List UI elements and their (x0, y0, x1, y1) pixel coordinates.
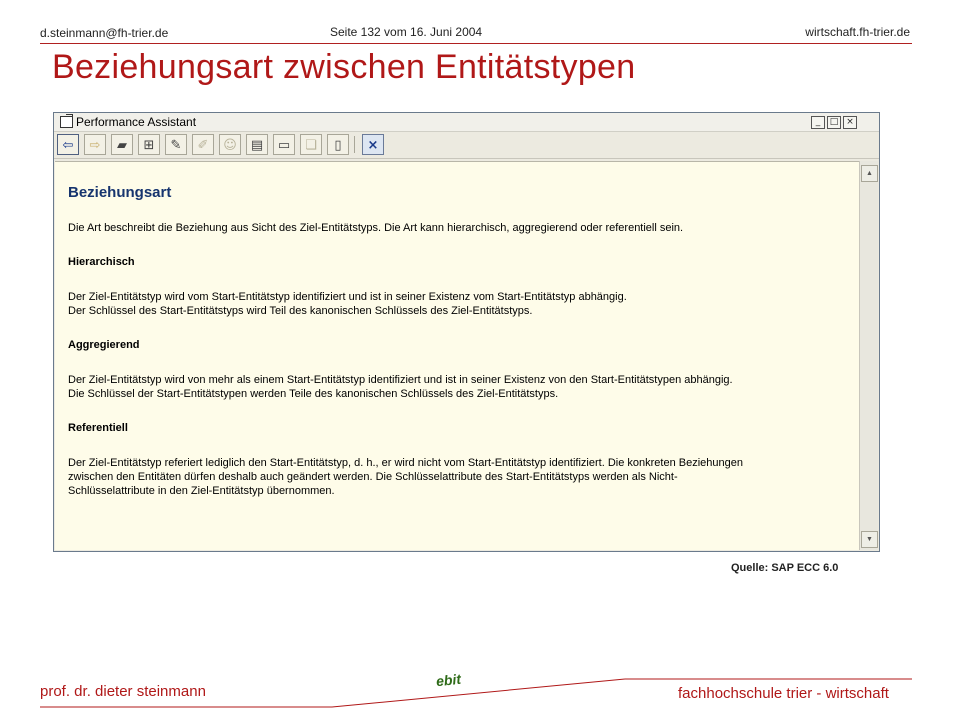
notes-button[interactable]: ❏ (300, 134, 322, 155)
print-button[interactable]: ▯ (327, 134, 349, 155)
scroll-up-arrow-icon[interactable]: ▲ (861, 165, 878, 182)
bookmark-list-button[interactable]: ▤ (246, 134, 268, 155)
scroll-down-arrow-icon[interactable]: ▼ (861, 531, 878, 548)
section-heading-referentiell: Referentiell (68, 422, 128, 434)
content-intro: Die Art beschreibt die Beziehung aus Sicht des Ziel-Entitätstyps. Die Art kann hierarchisch, aggregierend oder referentiell sein. (68, 222, 684, 234)
footer-institution: fachhochschule trier - wirtschaft (678, 685, 889, 702)
section-text-aggregierend-line-2: Die Schlüssel der Start-Entitätstypen werden Teile des kanonischen Schlüssels des Ziel-Entitätstyps. (68, 388, 559, 400)
section-text-referentiell-line-3: Schlüsselattribute in den Ziel-Entitätstyp übernommen. (68, 485, 335, 497)
glossary-button[interactable]: ✐ (192, 134, 214, 155)
maximize-button[interactable]: □ (827, 116, 841, 129)
user-button[interactable]: ☺ (219, 134, 241, 155)
tag-button[interactable]: ▭ (273, 134, 295, 155)
section-text-referentiell-line-2: zwischen den Entitäten dürfen deshalb auch geändert werden. Die Schlüsselattribute des Start-Entitätstyps werden als Nicht- (68, 471, 678, 483)
close-window-button[interactable]: × (843, 116, 857, 129)
structure-button[interactable]: ⊞ (138, 134, 160, 155)
minimize-button[interactable]: _ (811, 116, 825, 129)
footer-author: prof. dr. dieter steinmann (40, 683, 206, 700)
section-text-hierarchisch-line-2: Der Schlüssel des Start-Entitätstyps wird Teil des kanonischen Schlüssels des Ziel-Entitätstyps. (68, 305, 533, 317)
header-page-info: Seite 132 vom 16. Juni 2004 (330, 25, 483, 39)
source-note: Quelle: SAP ECC 6.0 (731, 562, 839, 574)
section-heading-hierarchisch: Hierarchisch (68, 256, 135, 268)
edit-note-button[interactable]: ✎ (165, 134, 187, 155)
slide-title: Beziehungsart zwischen Entitätstypen (52, 48, 636, 86)
section-heading-aggregierend: Aggregierend (68, 339, 140, 351)
ebit-logo: ebit (435, 670, 462, 690)
section-text-hierarchisch-line-1: Der Ziel-Entitätstyp wird vom Start-Entitätstyp identifiziert und ist in seiner Existenz vom Start-Entitätstyp abhängig. (68, 291, 627, 303)
window-title: Performance Assistant (76, 115, 197, 129)
book-button[interactable]: ▰ (111, 134, 133, 155)
section-text-referentiell-line-1: Der Ziel-Entitätstyp referiert lediglich den Start-Entitätstyp, d. h., er wird nicht vom Start-Entitätstyp identifiziert. Die konkreten Beziehungen (68, 457, 743, 469)
close-help-button[interactable]: × (362, 134, 384, 155)
header-email: d.steinmann@fh-trier.de (40, 26, 169, 40)
forward-button[interactable]: ⇨ (84, 134, 106, 155)
footer-line-diagonal (332, 679, 625, 707)
section-text-aggregierend-line-1: Der Ziel-Entitätstyp wird von mehr als einem Start-Entitätstyp identifiziert und ist in seiner Existenz von den Start-Entitätstypen abhängig. (68, 374, 733, 386)
content-heading: Beziehungsart (68, 184, 172, 201)
header-website: wirtschaft.fh-trier.de (805, 25, 910, 39)
back-button[interactable]: ⇦ (57, 134, 79, 155)
